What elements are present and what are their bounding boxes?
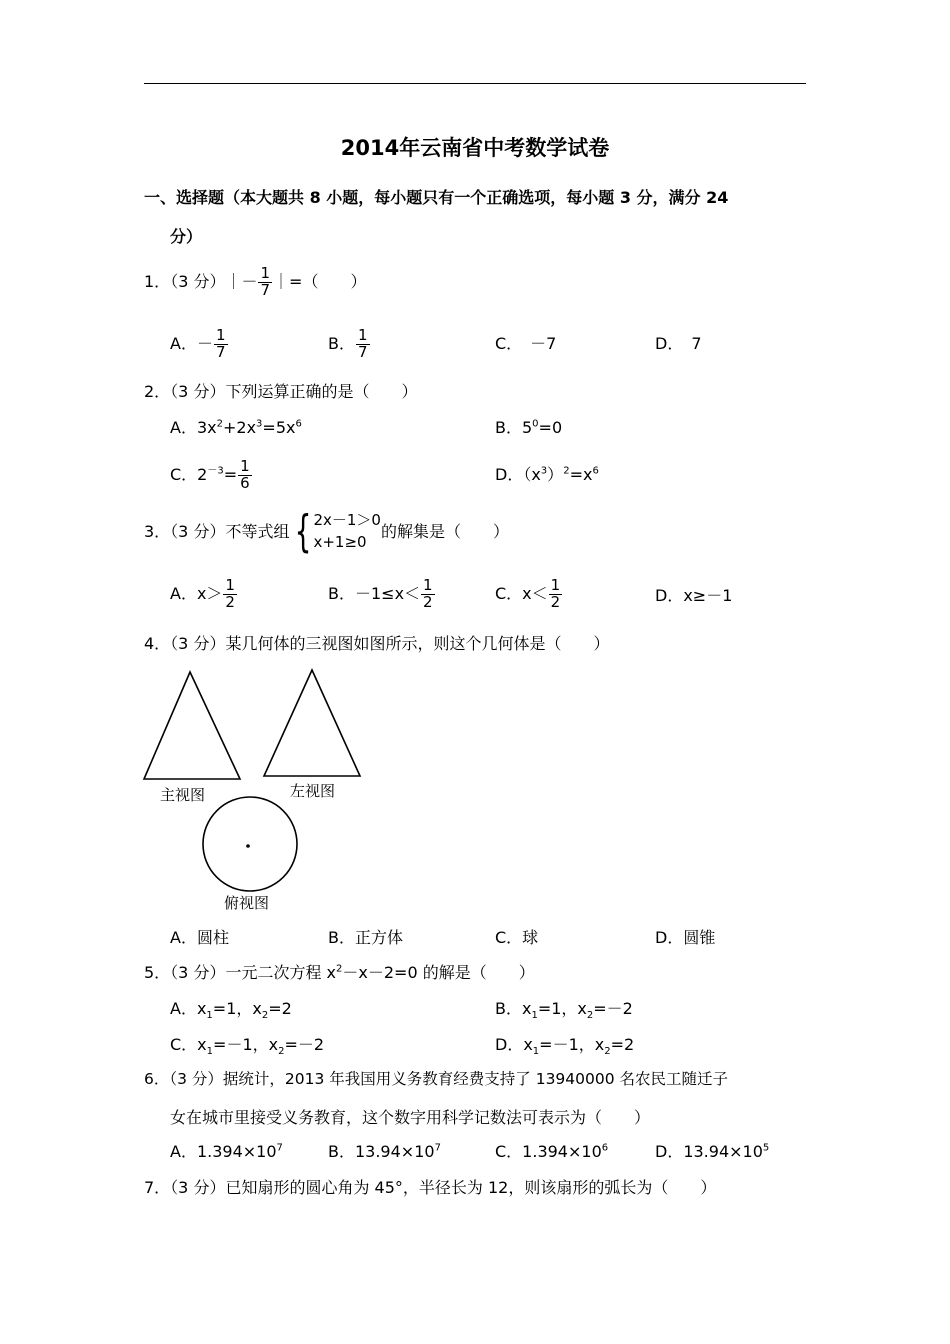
q2-b-base: B．5 xyxy=(495,418,533,437)
q2-c-eq: = xyxy=(223,464,238,484)
q5-b-s3: 2 xyxy=(586,1010,594,1022)
q5-b-t0: B．x xyxy=(495,999,532,1018)
q3-brace: { xyxy=(295,506,312,557)
question-5-stem xyxy=(144,965,535,981)
q3-b-label: B．－1≤x＜ xyxy=(328,583,421,603)
q6-option-d xyxy=(655,1144,769,1160)
top-view-circle xyxy=(203,797,297,891)
question-3-stem xyxy=(144,506,509,557)
q5-option-b xyxy=(495,999,633,1022)
q3-ineq2: x+1≥0 xyxy=(313,533,367,551)
q2-option-b xyxy=(495,420,562,436)
q1-score: （3 分） xyxy=(170,271,226,291)
q1-option-c: C． －7 xyxy=(495,334,557,353)
q2-a-exp3: 6 xyxy=(295,418,302,430)
q3-option-d: D．x≥－1 xyxy=(655,586,733,605)
q4-option-c: C．球 xyxy=(495,928,539,947)
q2-a-mid: +2x xyxy=(222,418,257,437)
q5-b-t4: =－2 xyxy=(593,999,633,1018)
q1-b-fraction xyxy=(356,328,370,361)
q6-option-c xyxy=(495,1144,608,1160)
q6-b-exp: 7 xyxy=(434,1142,441,1154)
section-heading-line1: 一、选择题（本大题共 8 小题，每小题只有一个正确选项，每小题 3 分，满分 24 xyxy=(144,188,729,207)
q1-option-d: D． 7 xyxy=(655,334,702,353)
q3-c-fraction xyxy=(549,578,563,611)
q3-c-label: C．x＜ xyxy=(495,583,548,603)
q2-a-exp1: 2 xyxy=(216,418,223,430)
q2-d-exp3: 6 xyxy=(592,465,599,477)
q5-d-s1: 1 xyxy=(532,1046,540,1058)
q2-a-exp2: 3 xyxy=(256,418,263,430)
q2-option-a xyxy=(170,420,302,436)
question-1-stem xyxy=(144,266,366,299)
q2-a-base: A．3x xyxy=(170,418,217,437)
q2-c-exp: －3 xyxy=(207,465,224,477)
q5-d-t4: =2 xyxy=(610,1035,635,1054)
q1-b-den: 7 xyxy=(357,342,368,361)
q5-a-t4: =2 xyxy=(268,999,292,1018)
q6-b-base: B．13.94×10 xyxy=(328,1142,435,1161)
q5-option-d xyxy=(495,1035,635,1058)
q5-stem-a: 5．（3 分）一元二次方程 x xyxy=(144,963,337,982)
q5-a-t2: =1，x xyxy=(212,999,262,1018)
q2-option-c xyxy=(170,459,253,492)
page-title: 2014年云南省中考数学试卷 xyxy=(340,136,610,160)
q1-option-a xyxy=(170,328,229,361)
q1-a-label: A． xyxy=(170,333,197,353)
q1-b-label: B． xyxy=(328,333,355,353)
front-view-label: 主视图 xyxy=(160,786,206,804)
three-view-figure xyxy=(140,664,370,914)
q3-option-c xyxy=(495,578,563,611)
question-6-line2: 女在城市里接受义务教育，这个数字用科学记数法可表示为（ ） xyxy=(170,1108,651,1127)
q1-number: 1． xyxy=(144,271,171,291)
q5-b-s1: 1 xyxy=(531,1010,538,1022)
q6-a-exp: 7 xyxy=(276,1142,283,1154)
q5-c-t2: =－1，x xyxy=(213,1035,279,1054)
q1-fraction xyxy=(258,266,272,299)
q2-c-den: 6 xyxy=(240,473,250,492)
q1-a-num: 1 xyxy=(215,326,226,344)
q3-c-num: 1 xyxy=(550,576,561,594)
q5-stem-b: －x－2=0 的解是（ ） xyxy=(342,963,535,982)
top-view-center-dot xyxy=(246,844,250,848)
q5-stem-exp: 2 xyxy=(336,963,343,975)
q5-d-t0: D．x xyxy=(495,1035,533,1054)
q2-d-exp1: 3 xyxy=(540,465,548,477)
q2-b-tail: =0 xyxy=(538,418,563,437)
q2-d-tail: =x xyxy=(569,465,593,484)
q5-a-s3: 2 xyxy=(261,1010,269,1022)
q3-a-fraction xyxy=(223,578,237,611)
q2-c-fraction xyxy=(238,459,252,492)
side-view-triangle xyxy=(264,670,360,776)
q1-frac-num: 1 xyxy=(260,264,271,282)
q3-c-den: 2 xyxy=(550,592,561,611)
q3-a-label: A．x＞ xyxy=(170,583,223,603)
q2-d-base: D．（x xyxy=(495,465,541,484)
question-6-line1: 6．（3 分）据统计，2013 年我国用义务教育经费支持了 13940000 名农民工随迁子 xyxy=(144,1070,729,1088)
q5-c-s1: 1 xyxy=(206,1046,214,1058)
q5-d-s3: 2 xyxy=(604,1046,611,1058)
question-4-stem: 4．（3 分）某几何体的三视图如图所示，则这个几何体是（ ） xyxy=(144,634,610,653)
q5-option-a xyxy=(170,999,292,1022)
q5-c-t4: =－2 xyxy=(284,1035,325,1054)
q2-a-mid2: =5x xyxy=(262,418,296,437)
q2-c-base: C．2 xyxy=(170,464,208,484)
q2-d-exp2: 2 xyxy=(563,465,570,477)
q4-option-d: D．圆锥 xyxy=(655,928,716,947)
q6-option-a xyxy=(170,1144,283,1160)
question-7-stem: 7．（3 分）已知扇形的圆心角为 45°，半径长为 12，则该扇形的弧长为（ ） xyxy=(144,1178,717,1197)
question-2-stem: 2．（3 分）下列运算正确的是（ ） xyxy=(144,382,418,401)
q3-option-a xyxy=(170,578,238,611)
q4-option-a: A．圆柱 xyxy=(170,928,229,947)
q6-d-exp: 5 xyxy=(762,1142,770,1154)
q5-c-s3: 2 xyxy=(278,1046,285,1058)
top-view-label: 俯视图 xyxy=(224,894,270,912)
q5-d-t2: =－1，x xyxy=(539,1035,605,1054)
q2-c-num: 1 xyxy=(240,457,250,475)
q2-d-mid: ） xyxy=(547,465,564,484)
q1-tail: ｜=（ ） xyxy=(273,271,367,291)
q6-option-b xyxy=(328,1144,441,1160)
q6-d-base: D．13.94×10 xyxy=(655,1142,763,1161)
q6-c-base: C．1.394×10 xyxy=(495,1142,602,1161)
q3-ineq1: 2x－1＞0 xyxy=(313,511,381,530)
q3-option-b xyxy=(328,578,436,611)
q1-a-sign: － xyxy=(196,333,213,353)
q3-tail: 的解集是（ ） xyxy=(380,522,509,541)
q4-option-b: B．正方体 xyxy=(328,928,403,947)
q5-b-t2: =1，x xyxy=(537,999,587,1018)
q3-a-den: 2 xyxy=(225,592,235,611)
q5-a-s1: 1 xyxy=(206,1010,213,1022)
q3-b-num: 1 xyxy=(423,576,433,594)
q2-option-d xyxy=(495,467,599,483)
q1-frac-den: 7 xyxy=(260,280,271,299)
q5-a-t0: A．x xyxy=(170,999,207,1018)
side-view-label: 左视图 xyxy=(290,782,336,800)
q5-option-c xyxy=(170,1035,325,1058)
q1-a-fraction xyxy=(214,328,228,361)
section-heading-line2: 分） xyxy=(170,227,203,246)
q1-option-b xyxy=(328,328,371,361)
q3-b-den: 2 xyxy=(423,592,433,611)
q3-a-num: 1 xyxy=(225,576,235,594)
q3-system xyxy=(313,510,381,554)
q3-head: 3．（3 分）不等式组 xyxy=(144,522,290,541)
q6-c-exp: 6 xyxy=(601,1142,609,1154)
q1-abs-open: ｜－ xyxy=(225,271,258,291)
q1-b-num: 1 xyxy=(357,326,368,344)
q5-c-t0: C．x xyxy=(170,1035,207,1054)
q3-b-fraction xyxy=(421,578,435,611)
front-view-triangle xyxy=(144,672,240,779)
q1-a-den: 7 xyxy=(215,342,226,361)
q2-b-exp: 0 xyxy=(532,418,539,430)
header-rule xyxy=(144,83,806,84)
q6-a-base: A．1.394×10 xyxy=(170,1142,277,1161)
